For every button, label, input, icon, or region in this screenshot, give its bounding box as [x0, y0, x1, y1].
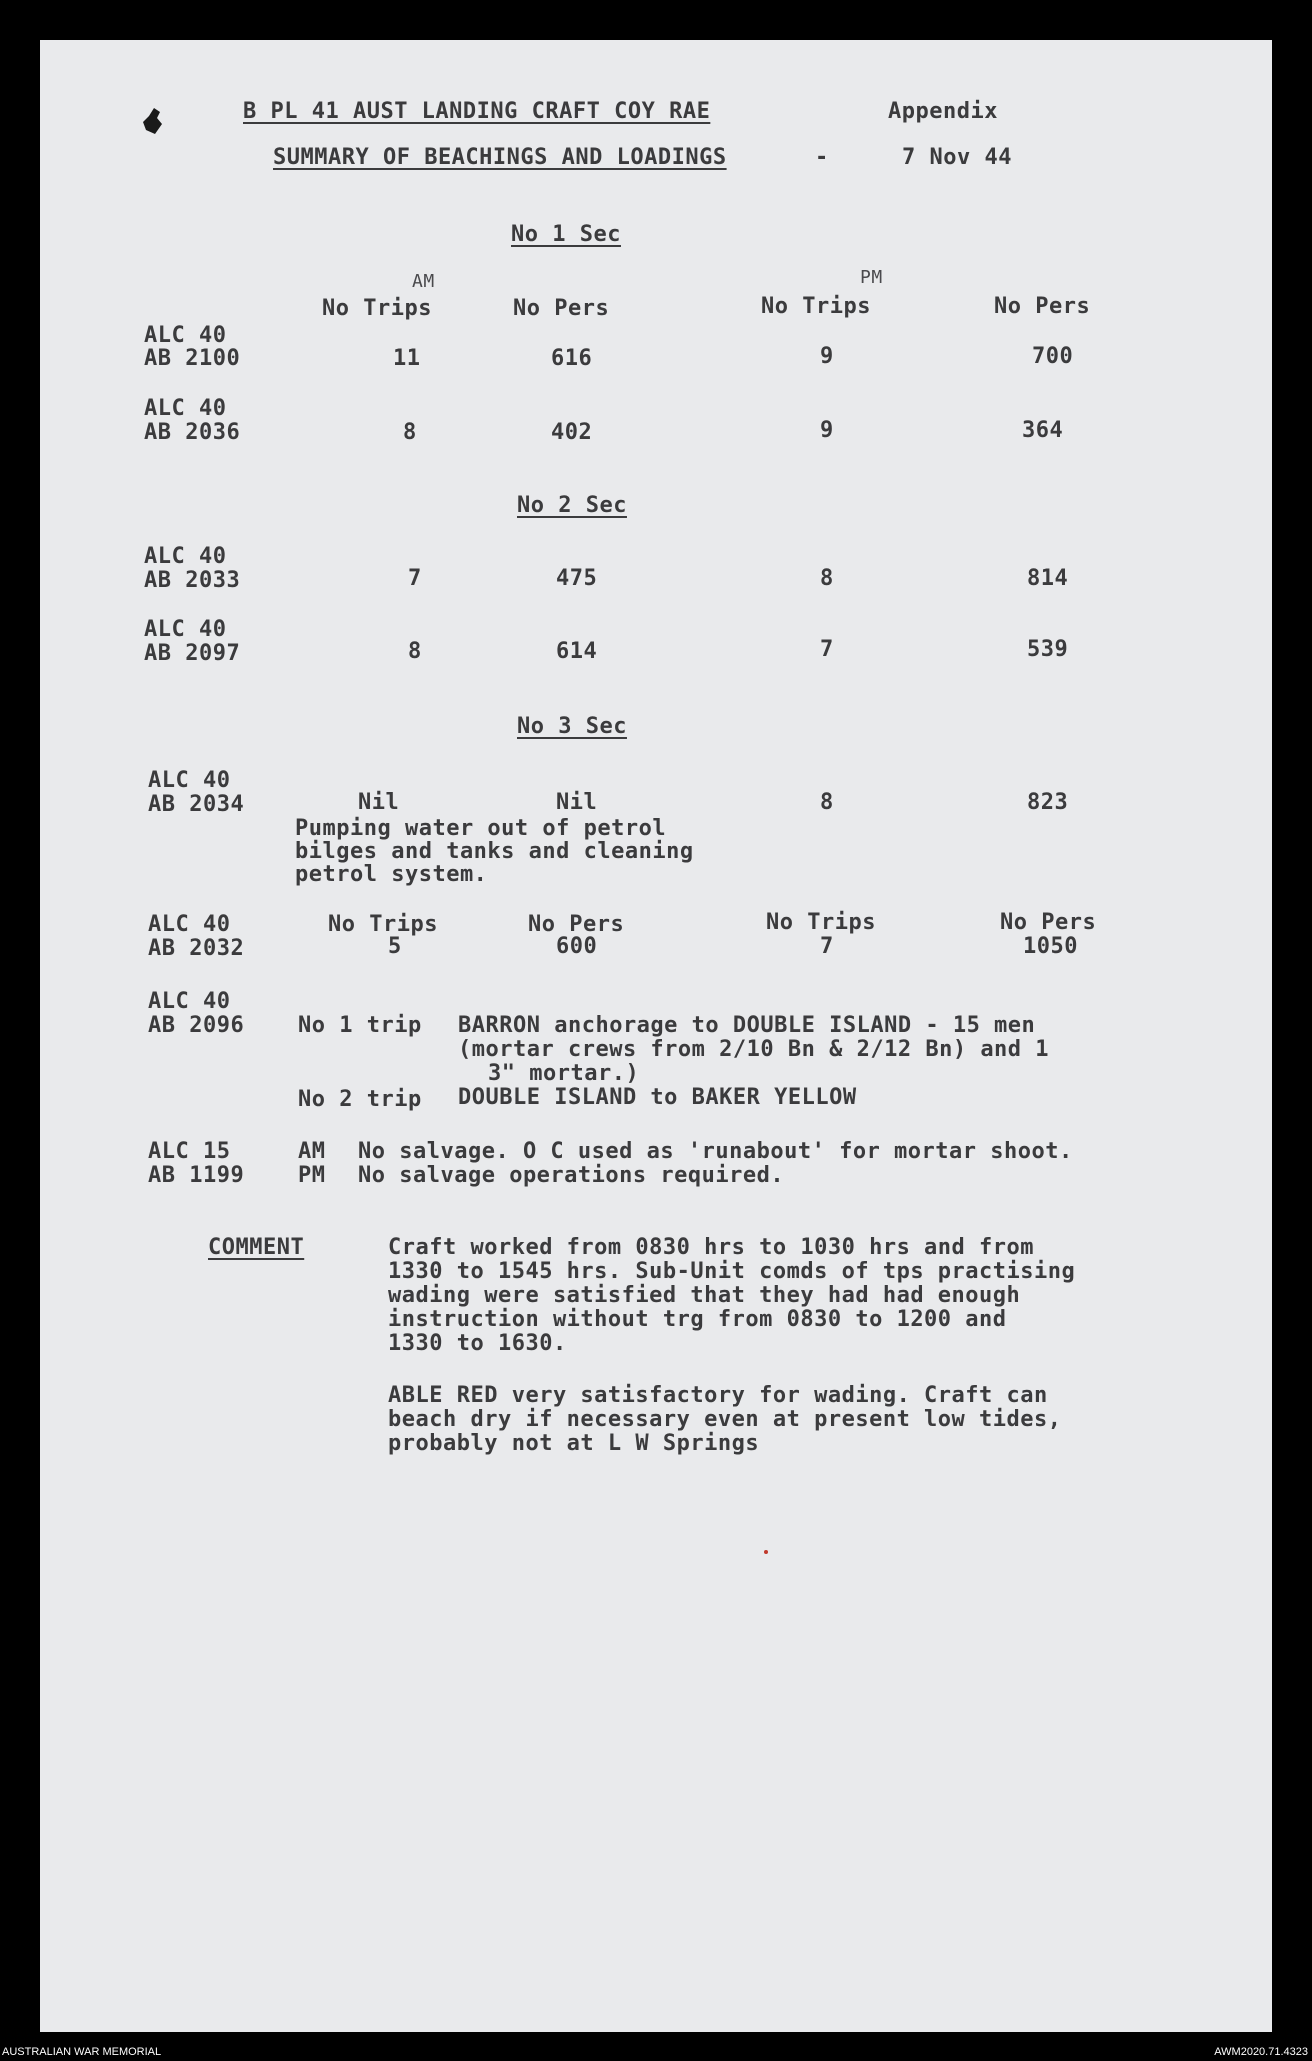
pm-pers: 700	[1032, 344, 1074, 369]
pm-trips-header: No Trips	[766, 910, 876, 935]
trip-label: No 2 trip	[298, 1087, 422, 1112]
ab-number: AB 2032	[148, 936, 245, 961]
pm-pers-header: No Pers	[994, 294, 1091, 319]
comment-line: 1330 to 1630.	[388, 1331, 567, 1356]
ab-number: AB 1199	[148, 1163, 245, 1188]
am-header: AM	[412, 271, 435, 292]
comment-line: instruction without trg from 0830 to 1200 and	[388, 1307, 1007, 1332]
ink-blot	[140, 106, 166, 136]
pm-pers: 814	[1027, 566, 1069, 591]
pm-pers: 364	[1022, 418, 1064, 443]
am-trips: 8	[403, 420, 417, 445]
ab-number: AB 2034	[148, 792, 245, 817]
am-pers-header: No Pers	[513, 296, 610, 321]
trip-text: BARRON anchorage to DOUBLE ISLAND - 15 men	[458, 1013, 1036, 1038]
pm-text: No salvage operations required.	[358, 1163, 785, 1188]
trip-label: No 1 trip	[298, 1013, 422, 1038]
section-title: No 3 Sec	[517, 714, 627, 739]
ab-number: AB 2036	[144, 420, 241, 445]
craft-label: ALC 40	[144, 544, 227, 569]
note-line: Pumping water out of petrol	[295, 816, 667, 841]
comment-line: Craft worked from 0830 hrs to 1030 hrs and from	[388, 1235, 1035, 1260]
ab-number: AB 2033	[144, 568, 241, 593]
am-trips: Nil	[358, 790, 400, 815]
pm-trips: 8	[820, 566, 834, 591]
craft-label: ALC 40	[144, 396, 227, 421]
comment-line: wading were satisfied that they had had enough	[388, 1283, 1021, 1308]
ab-number: AB 2097	[144, 641, 241, 666]
red-speck	[764, 1550, 768, 1554]
craft-label: ALC 40	[148, 912, 231, 937]
comment-line: ABLE RED very satisfactory for wading. Craft can	[388, 1383, 1048, 1408]
note-line: bilges and tanks and cleaning	[295, 839, 694, 864]
header-dash: -	[815, 145, 829, 170]
comment-line: probably not at L W Springs	[388, 1431, 760, 1456]
ab-number: AB 2100	[144, 346, 241, 371]
pm-pers: 539	[1027, 637, 1069, 662]
craft-label: ALC 40	[148, 989, 231, 1014]
unit-title: B PL 41 AUST LANDING CRAFT COY RAE	[243, 99, 711, 124]
pm-trips: 7	[820, 637, 834, 662]
craft-label: ALC 15	[148, 1139, 231, 1164]
am-label: AM	[298, 1139, 326, 1164]
pm-pers: 823	[1027, 790, 1069, 815]
appendix-label: Appendix	[888, 99, 998, 124]
comment-line: 1330 to 1545 hrs. Sub-Unit comds of tps practising	[388, 1259, 1076, 1284]
document-page	[40, 40, 1272, 2032]
pm-pers-header: No Pers	[1000, 910, 1097, 935]
craft-label: ALC 40	[144, 323, 227, 348]
footer-accession: AWM2020.71.4323	[1214, 2046, 1308, 2058]
pm-trips: 9	[820, 344, 834, 369]
am-pers: Nil	[556, 790, 598, 815]
am-pers: 600	[556, 934, 598, 959]
am-pers: 475	[556, 566, 598, 591]
pm-label: PM	[298, 1163, 326, 1188]
am-trips: 8	[408, 639, 422, 664]
am-trips-header: No Trips	[322, 296, 432, 321]
ab-number: AB 2096	[148, 1013, 245, 1038]
am-pers: 614	[556, 639, 598, 664]
craft-label: ALC 40	[144, 617, 227, 642]
pm-trips: 8	[820, 790, 834, 815]
am-pers: 616	[551, 346, 593, 371]
note-line: petrol system.	[295, 862, 488, 887]
report-date: 7 Nov 44	[902, 145, 1012, 170]
pm-pers: 1050	[1023, 934, 1078, 959]
trip-text: 3" mortar.)	[488, 1061, 640, 1086]
footer-credit: AUSTRALIAN WAR MEMORIAL	[2, 2046, 162, 2058]
am-text: No salvage. O C used as 'runabout' for mortar shoot.	[358, 1139, 1073, 1164]
pm-trips: 7	[820, 934, 834, 959]
section-title: No 1 Sec	[511, 222, 621, 247]
am-trips: 5	[388, 934, 402, 959]
section-title: No 2 Sec	[517, 493, 627, 518]
am-trips: 7	[408, 566, 422, 591]
comment-line: beach dry if necessary even at present low tides,	[388, 1407, 1062, 1432]
am-trips-header: No Trips	[328, 912, 438, 937]
pm-trips: 9	[820, 418, 834, 443]
pm-trips-header: No Trips	[761, 294, 871, 319]
trip-text: (mortar crews from 2/10 Bn & 2/12 Bn) and 1	[458, 1037, 1050, 1062]
am-trips: 11	[393, 346, 421, 371]
trip-text: DOUBLE ISLAND to BAKER YELLOW	[458, 1085, 857, 1110]
craft-label: ALC 40	[148, 768, 231, 793]
am-pers: 402	[551, 420, 593, 445]
am-pers-header: No Pers	[528, 912, 625, 937]
comment-label: COMMENT	[208, 1235, 305, 1260]
summary-title: SUMMARY OF BEACHINGS AND LOADINGS	[273, 145, 727, 170]
pm-header: PM	[860, 267, 883, 288]
